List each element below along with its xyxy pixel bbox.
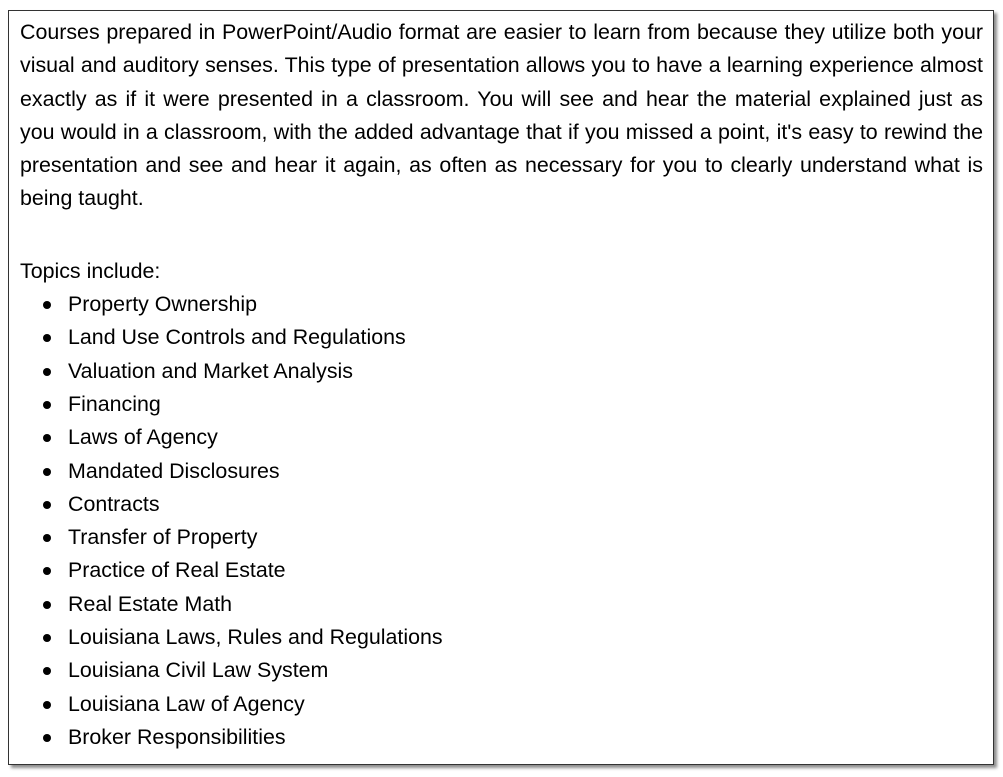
topic-label: Land Use Controls and Regulations	[68, 325, 406, 350]
list-item	[20, 488, 985, 521]
bullet-icon	[43, 468, 51, 476]
intro-paragraph: Courses prepared in PowerPoint/Audio format are easier to learn from because they utilize both your visual and auditory senses. This type of presentation allows you to have a learning experience almost exactly as if it were presented in a classroom. You will see and hear the material explained just as you would in a classroom, with the added advantage that if you missed a point, it's easy to rewind the presentation and see and hear it again, as often as necessary for you to clearly understand what is being taught.	[20, 20, 983, 211]
bullet-icon	[43, 667, 51, 675]
bullet-icon	[43, 401, 51, 409]
bullet-icon	[43, 334, 51, 342]
bullet-icon	[43, 368, 51, 376]
topic-label: Practice of Real Estate	[68, 558, 286, 583]
topic-label: Laws of Agency	[68, 425, 218, 450]
bullet-icon	[43, 301, 51, 309]
list-item	[20, 554, 985, 587]
topic-label: Property Ownership	[68, 292, 258, 317]
list-item	[20, 588, 985, 621]
list-item	[20, 621, 985, 654]
topic-label: Contracts	[68, 491, 160, 516]
list-item	[20, 421, 985, 454]
list-item	[20, 288, 985, 321]
bullet-icon	[43, 534, 51, 542]
bullet-icon	[43, 567, 51, 575]
topic-label: Louisiana Law of Agency	[68, 691, 305, 716]
topic-label: Louisiana Laws, Rules and Regulations	[68, 625, 443, 650]
topic-label: Valuation and Market Analysis	[68, 358, 353, 383]
topic-label: Louisiana Civil Law System	[68, 658, 329, 683]
bullet-icon	[43, 701, 51, 709]
bullet-icon	[43, 434, 51, 442]
list-item	[20, 355, 985, 388]
list-item	[20, 654, 985, 687]
topic-label: Broker Responsibilities	[68, 724, 286, 749]
list-item	[20, 455, 985, 488]
topic-label: Real Estate Math	[68, 591, 233, 616]
bullet-icon	[43, 601, 51, 609]
topics-list	[20, 288, 985, 754]
topic-label: Transfer of Property	[68, 525, 258, 550]
list-item	[20, 721, 985, 754]
list-item	[20, 388, 985, 421]
topics-heading: Topics include:	[20, 258, 161, 283]
bullet-icon	[43, 734, 51, 742]
list-item	[20, 321, 985, 354]
course-description-panel	[8, 10, 994, 765]
topic-label: Mandated Disclosures	[68, 458, 280, 483]
list-item	[20, 521, 985, 554]
topic-label: Financing	[68, 391, 161, 416]
bullet-icon	[43, 501, 51, 509]
list-item	[20, 688, 985, 721]
bullet-icon	[43, 634, 51, 642]
